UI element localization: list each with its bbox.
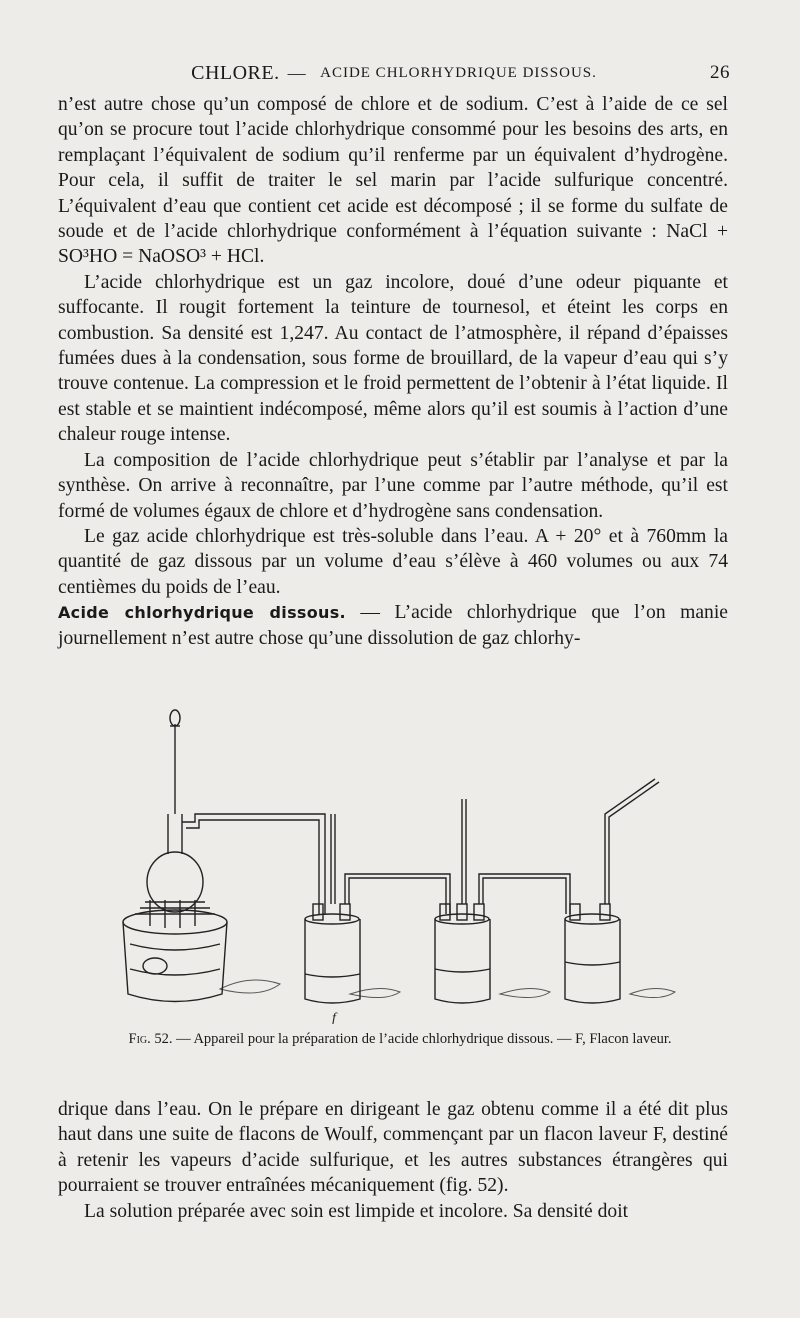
delivery-tube xyxy=(182,814,325,914)
shadow xyxy=(220,980,675,998)
paragraph: La solution préparée avec soin est limpide et incolore. Sa densité doit xyxy=(84,1200,629,1222)
woulf-bottle xyxy=(435,799,570,1003)
page-number: 26 xyxy=(710,62,730,83)
flask xyxy=(147,710,203,912)
figure-label-f: f xyxy=(332,1011,336,1024)
running-header xyxy=(58,58,730,88)
figure-apparatus xyxy=(100,704,700,1024)
paragraph: La composition de l’acide chlorhydrique peut s’établir par l’analyse et par la synthèse. On arrive à reconnaître, par l’une comme par l’autre méthode, qu’il est formé de volumes égaux de chlore et d’hydrogène sans condensation. xyxy=(58,449,728,522)
woulf-bottle xyxy=(565,779,659,1003)
caption-figure-number: Fig. 52. xyxy=(128,1031,173,1047)
section-paragraph xyxy=(58,600,728,651)
main-text-bottom xyxy=(58,1097,728,1224)
paragraph: drique dans l’eau. On le prépare en dirigeant le gaz obtenu comme il a été dit plus haut dans une suite de flacons de Woulf, commençant par un flacon laveur F, destiné à retenir les vapeurs d’acide sulfurique, et les autres substances étrangères qui pourraient se trouver entraînées mécaniquement (fig. 52). xyxy=(58,1099,728,1197)
header-subtitle: ACIDE CHLORHYDRIQUE DISSOUS. xyxy=(320,64,597,81)
apparatus-illustration xyxy=(100,704,700,1024)
wash-bottle xyxy=(305,814,450,1003)
paragraph: L’acide chlorhydrique est un gaz incolore, doué d’une odeur piquante et suffocante. Il rougit fortement la teinture de tournesol, et éteint les corps en combustion. Sa densité est 1,247. Au contact de l’atmosphère, il répand d’épaisses fumées dues à la condensation, sous forme de brouillard, de la vapeur d’eau qui s’y trouve contenue. La compression et le froid permettent de l’obtenir à l’état liquide. Il est stable et se maintient indécomposé, même alors qu’il est soumis à l’action d’une chaleur rouge intense. xyxy=(58,271,728,446)
figure-caption xyxy=(90,1030,710,1049)
paragraph: Le gaz acide chlorhydrique est très-soluble dans l’eau. A + 20° et à 760mm la quantité de gaz dissous par un volume d’eau s’élève à 460 volumes ou aux 74 centièmes du poids de l’eau. xyxy=(58,525,728,598)
furnace xyxy=(123,900,227,1002)
main-text-top xyxy=(58,92,728,651)
paragraph: n’est autre chose qu’un composé de chlore et de sodium. C’est à l’aide de ce sel qu’on se procure tout l’acide chlorhydrique consommé pour les besoins des arts, en remplaçant l’équivalent de sodium qu’il renferme par un équivalent d’hydrogène. Pour cela, il suffit de traiter le sel marin par l’acide sulfurique concentré. L’équivalent d’eau que contient cet acide est décomposé ; il se forme du sulfate de soude et de l’acide chlorhydrique conformément à l’équation suivante : NaCl + SO³HO = NaOSO³ + HCl. xyxy=(58,94,728,268)
caption-text: — Appareil pour la préparation de l’acide chlorhydrique dissous. — F, Flacon laveur. xyxy=(172,1031,672,1047)
header-dash: — xyxy=(287,62,307,83)
section-text: — L’acide chlorhydrique que l’on manie journellement n’est autre chose qu’une dissolution de gaz chlorhy- xyxy=(58,602,728,649)
section-heading: Acide chlorhydrique dissous. xyxy=(58,603,346,623)
header-title: CHLORE. xyxy=(191,61,280,84)
